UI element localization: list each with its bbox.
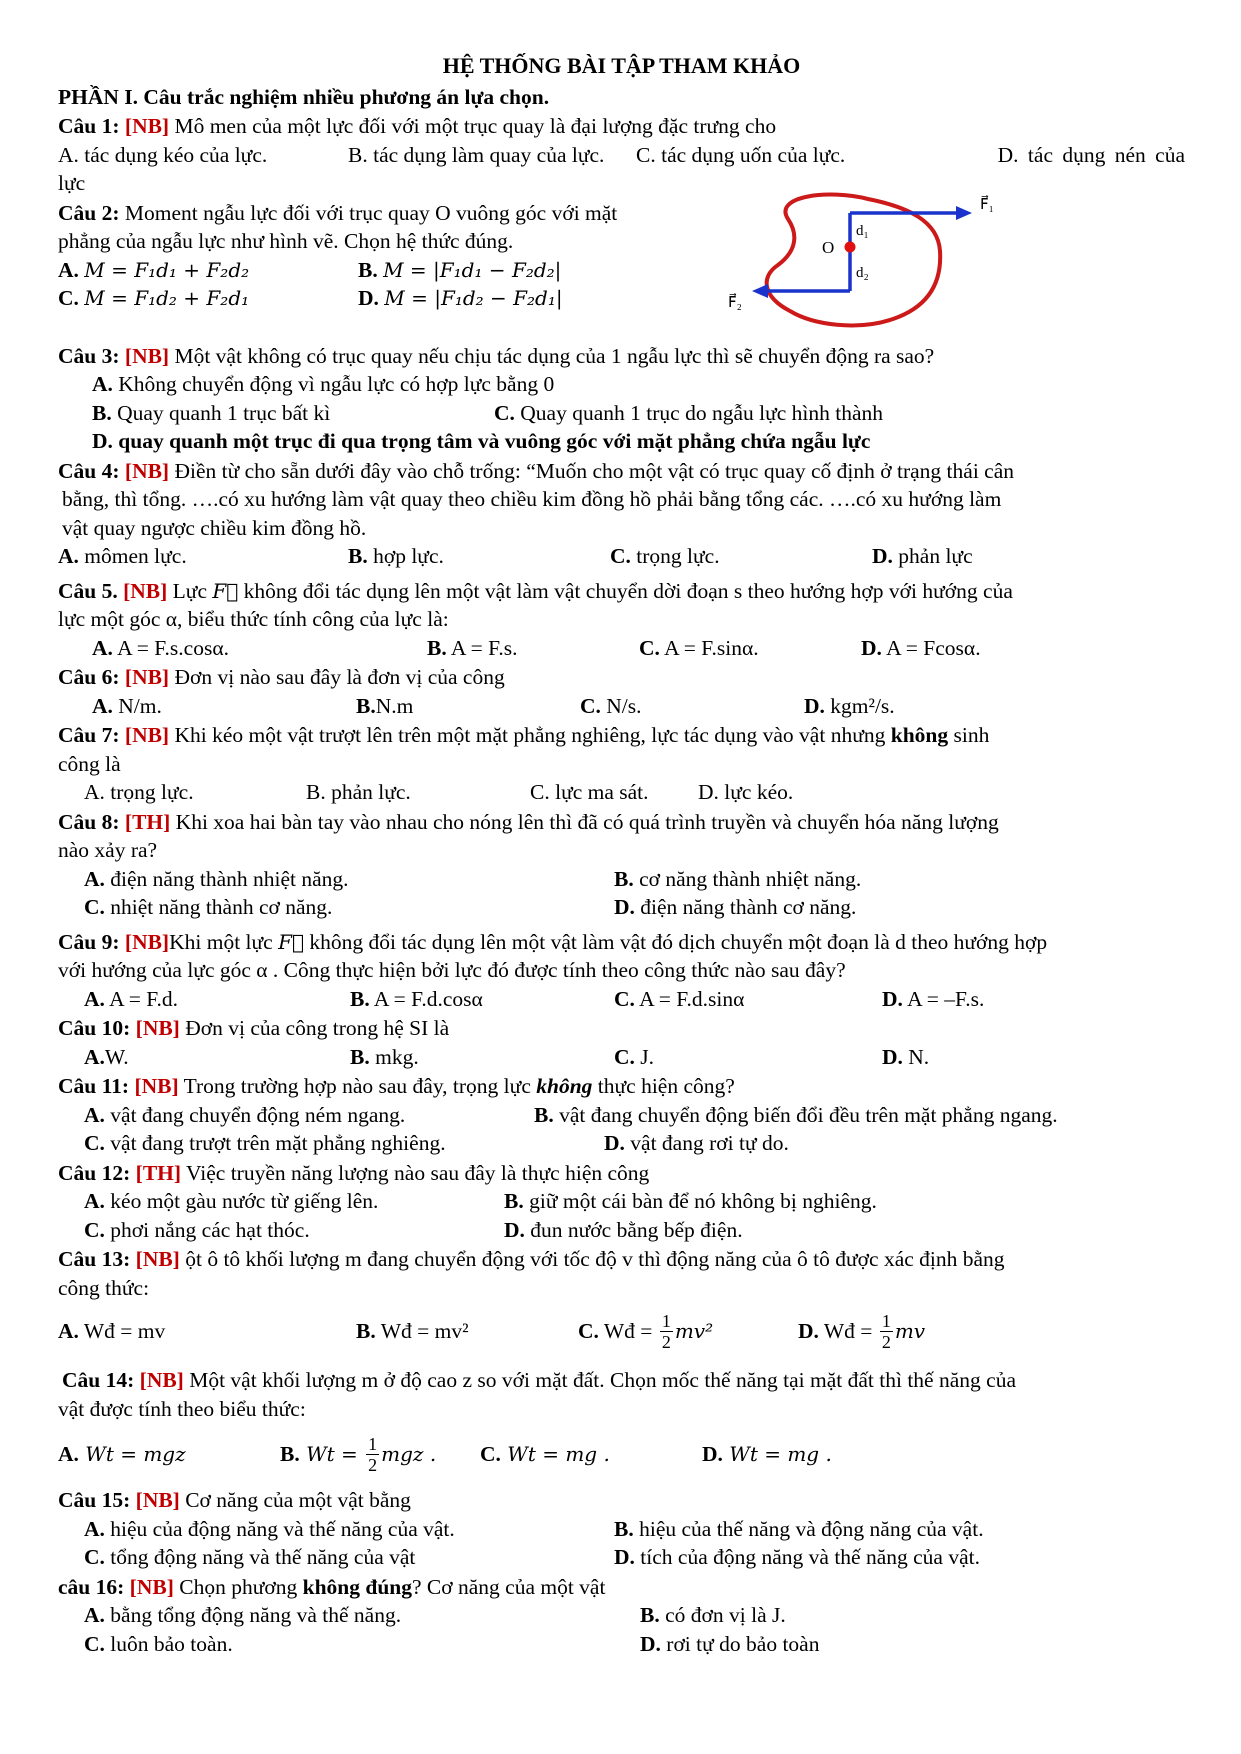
q7-A-text: A. trọng lực. xyxy=(84,780,194,804)
question-8 xyxy=(58,808,1185,922)
q8-D-l-text: D. xyxy=(614,895,635,919)
q10-B-text: mkg. xyxy=(369,1044,419,1069)
q13-C-pre-text: Wđ = xyxy=(598,1318,658,1343)
question-11 xyxy=(58,1072,1185,1158)
q1-A-text: A. tác dụng kéo của lực. xyxy=(58,142,268,167)
q10-A-text: W. xyxy=(104,1044,129,1069)
section-heading: PHẦN I. Câu trắc nghiệm nhiều phương án lựa chọn. xyxy=(58,84,550,109)
q8-C-l-text: C. xyxy=(84,895,105,919)
q4-label-text: Câu 4: xyxy=(58,458,120,483)
q12-B-text: giữ một cái bàn để nó không bị nghiêng. xyxy=(523,1189,877,1213)
q11-A-l-text: A. xyxy=(84,1102,105,1127)
q1-tag-text: [NB] xyxy=(124,114,170,138)
q16-D-l-text: D. xyxy=(640,1631,661,1656)
q2-fig-O-text: O xyxy=(822,237,835,257)
q16-D-text: rơi tự do bảo toàn xyxy=(660,1631,820,1656)
q7-B-text: B. phản lực. xyxy=(306,780,411,804)
q9-C-text: A = F.d.sinα xyxy=(634,986,745,1011)
q2-fig-F2-text: F⃗₂ xyxy=(728,294,742,311)
q15-label-text: Câu 15: xyxy=(58,1488,131,1512)
q13-D-post-text: mv xyxy=(894,1318,926,1343)
q13-C-post-text: mv² xyxy=(674,1318,714,1343)
q13-D-num-text: 1 xyxy=(881,1310,891,1331)
q16-text1a-text: Chọn phương xyxy=(173,1574,303,1599)
q3-B-text: Quay quanh 1 trục bất kì xyxy=(111,400,331,425)
q12-tag-text: [TH] xyxy=(135,1160,182,1185)
q10-text-text: Đơn vị của công trong hệ SI là xyxy=(179,1016,450,1040)
q2-fig-d2-text: d₂ xyxy=(856,264,869,281)
q8-B-text: cơ năng thành nhiệt năng. xyxy=(633,866,862,891)
q2-D-l-text: D. xyxy=(358,286,379,310)
q6-A-text: N/m. xyxy=(112,693,162,718)
q6-tag-text: [NB] xyxy=(124,665,170,689)
options xyxy=(58,141,1185,170)
q10-D-l-text: D. xyxy=(882,1044,903,1069)
q4-A-text: mômen lực. xyxy=(78,544,187,568)
q5-B-text: A = F.s. xyxy=(446,635,518,660)
q7-D-text: D. lực kéo. xyxy=(698,780,794,804)
q5-D-l-text: D. xyxy=(861,635,882,660)
q14-B-pre-text: Wt = xyxy=(299,1441,365,1466)
q3-A-text: Không chuyển động vì ngẫu lực có hợp lực bằng 0 xyxy=(112,372,555,396)
q11-label-text: Câu 11: xyxy=(58,1074,130,1098)
q3-label-text: Câu 3: xyxy=(58,343,120,368)
q13-D-pre-text: Wđ = xyxy=(818,1318,878,1343)
q16-label-text: câu 16: xyxy=(58,1574,125,1599)
question-14 xyxy=(58,1366,1185,1485)
q12-B-l-text: B. xyxy=(504,1189,524,1213)
q4-text1-text: Điền từ cho sẵn dưới đây vào chỗ trống: “Muốn cho một vật có trục quay cố định ở trạng thái cân xyxy=(169,458,1015,483)
question-7 xyxy=(58,721,1185,807)
question-10 xyxy=(58,1014,1185,1071)
q6-D-l-text: D. xyxy=(804,693,825,718)
q12-D-text: đun nước bằng bếp điện. xyxy=(524,1217,743,1242)
q5-B-l-text: B. xyxy=(427,635,447,660)
q8-text1-text: Khi xoa hai bàn tay vào nhau cho nóng lên thì đã có quá trình truyền và chuyển hóa năng lượng xyxy=(170,809,999,834)
question-4 xyxy=(58,457,1185,571)
q6-B-l-text: B. xyxy=(356,693,376,718)
q3-text-text: Một vật không có trục quay nếu chịu tác dụng của 1 ngẫu lực thì sẽ chuyển động ra sao? xyxy=(169,343,935,368)
q2-A-l-text: A. xyxy=(58,257,79,282)
question-12 xyxy=(58,1159,1185,1245)
question-13 xyxy=(58,1245,1185,1360)
question-6 xyxy=(58,663,1185,720)
pivot-point xyxy=(845,241,856,252)
q9-B-text: A = F.d.cosα xyxy=(369,986,483,1011)
q14-C-text: Wt = mg . xyxy=(500,1441,610,1466)
q10-B-l-text: B. xyxy=(350,1044,370,1069)
q13-text2-text: công thức: xyxy=(58,1275,150,1300)
q6-C-text: N/s. xyxy=(600,693,642,718)
q5-text2-text: lực một góc α, biểu thức tính công của lực là: xyxy=(58,607,449,631)
q4-text2-text: bằng, thì tổng. ….có xu hướng làm vật quay theo chiều kim đồng hồ phải bằng tổng các. ….có xu hướng làm xyxy=(62,487,1002,511)
q15-A-text: hiệu của động năng và thế năng của vật. xyxy=(104,1516,455,1541)
q1-B-text: B. tác dụng làm quay của lực. xyxy=(348,142,605,167)
q15-C-l-text: C. xyxy=(84,1545,105,1569)
q15-text-text: Cơ năng của một vật bằng xyxy=(179,1488,411,1512)
q2-label-text: Câu 2: xyxy=(58,200,120,225)
q5-A-l-text: A. xyxy=(92,635,113,660)
q14-B-post-text: mgz . xyxy=(381,1441,437,1466)
q7-text1b-text: sinh xyxy=(948,723,990,747)
q11-C-text: vật đang trượt trên mặt phẳng nghiêng. xyxy=(104,1131,446,1155)
q13-D-den-text: 2 xyxy=(881,1331,891,1352)
q9-C-l-text: C. xyxy=(614,986,635,1011)
q1-text-text: Mô men của một lực đối với một trục quay là đại lượng đặc trưng cho xyxy=(169,114,777,138)
q12-C-l-text: C. xyxy=(84,1217,105,1242)
question-9 xyxy=(58,928,1185,1014)
q2-B-text: M = |F₁d₁ − F₂d₂| xyxy=(383,257,562,282)
q10-tag-text: [NB] xyxy=(135,1016,180,1040)
question-2 xyxy=(58,196,1185,341)
q8-B-l-text: B. xyxy=(614,866,634,891)
q13-B-text: Wđ = mv² xyxy=(375,1318,469,1343)
q9-text1b-text: không đổi tác dụng lên một vật làm vật đó dịch chuyển một đoạn là d theo hướng hợp xyxy=(303,929,1048,954)
q3-tag-text: [NB] xyxy=(124,343,170,368)
q11-D-text: vật đang rơi tự do. xyxy=(624,1131,789,1155)
q3-C-l-text: C. xyxy=(494,400,515,425)
q8-D-text: điện năng thành cơ năng. xyxy=(634,895,857,919)
q2-C-l-text: C. xyxy=(58,286,79,310)
q2-text2-text: phẳng của ngẫu lực như hình vẽ. Chọn hệ thức đúng. xyxy=(58,229,514,253)
q9-tag-text: [NB] xyxy=(124,929,170,954)
q9-text2-text: với hướng của lực góc α . Công thực hiện bởi lực đó được tính theo công thức nào sau đây? xyxy=(58,958,846,982)
q6-A-l-text: A. xyxy=(92,693,113,718)
q15-B-text: hiệu của thế năng và động năng của vật. xyxy=(633,1516,984,1541)
q15-tag-text: [NB] xyxy=(135,1488,180,1512)
q11-C-l-text: C. xyxy=(84,1131,105,1155)
q4-C-l-text: C. xyxy=(610,544,631,568)
q4-B-l-text: B. xyxy=(348,544,368,568)
q16-A-l-text: A. xyxy=(84,1603,105,1627)
q13-C-den-text: 2 xyxy=(661,1331,671,1352)
q9-D-l-text: D. xyxy=(882,986,903,1011)
q8-text2-text: nào xảy ra? xyxy=(58,838,158,862)
q8-tag-text: [TH] xyxy=(124,809,171,834)
q13-text1-text: ột ô tô khối lượng m đang chuyển động với tốc độ v thì động năng của ô tô được xác định bằng xyxy=(179,1247,1005,1271)
q14-label-text: Câu 14: xyxy=(62,1368,135,1392)
q8-A-text: điện năng thành nhiệt năng. xyxy=(104,866,349,891)
q10-C-l-text: C. xyxy=(614,1044,635,1069)
q3-C-text: Quay quanh 1 trục do ngẫu lực hình thành xyxy=(514,400,884,425)
q7-text1a-text: Khi kéo một vật trượt lên trên một mặt phẳng nghiêng, lực tác dụng vào vật nhưng xyxy=(169,723,891,747)
q8-label-text: Câu 8: xyxy=(58,809,120,834)
q10-C-text: J. xyxy=(634,1044,655,1069)
q4-D-l-text: D. xyxy=(872,544,893,568)
q12-label-text: Câu 12: xyxy=(58,1160,131,1185)
q4-A-l-text: A. xyxy=(58,544,79,568)
q2-fig-F1-text: F⃗₁ xyxy=(980,196,994,213)
question-5 xyxy=(58,577,1185,663)
question-1 xyxy=(58,112,1185,198)
q5-C-text: A = F.sinα. xyxy=(659,635,759,660)
q2-C-text: M = F₁d₂ + F₂d₁ xyxy=(84,286,250,310)
q13-D-l-text: D. xyxy=(798,1318,819,1343)
q14-text1-text: Một vật khối lượng m ở độ cao z so với mặt đất. Chọn mốc thế năng tại mặt đất thì thế năng của xyxy=(183,1368,1016,1392)
q7-text2-text: công là xyxy=(58,751,121,776)
page-title: HỆ THỐNG BÀI TẬP THAM KHẢO xyxy=(442,53,801,78)
q8-A-l-text: A. xyxy=(84,866,105,891)
q3-D-text: D. quay quanh một trục đi qua trọng tâm và vuông góc với mặt phẳng chứa ngẫu lực xyxy=(92,429,871,453)
q10-A-l-text: A. xyxy=(84,1044,105,1069)
q2-fig-d1-text: d₁ xyxy=(856,222,869,239)
question-3 xyxy=(58,342,1185,456)
q15-D-text: tích của động năng và thế năng của vật. xyxy=(634,1545,980,1569)
q14-B-num-text: 1 xyxy=(368,1433,378,1454)
q12-D-l-text: D. xyxy=(504,1217,525,1242)
q5-text1b-text: không đổi tác dụng lên một vật làm vật chuyển dời đoạn s theo hướng hợp với hướng của xyxy=(238,578,1013,603)
q7-bold-text: không xyxy=(890,723,949,747)
q3-B-l-text: B. xyxy=(92,400,112,425)
q7-label-text: Câu 7: xyxy=(58,723,120,747)
q9-text1a-text: Khi một lực xyxy=(169,929,279,954)
q13-A-text: Wđ = mv xyxy=(78,1318,166,1343)
q16-B-l-text: B. xyxy=(640,1603,660,1627)
q10-D-text: N. xyxy=(902,1044,930,1069)
q14-B-den-text: 2 xyxy=(368,1454,378,1475)
q4-tag-text: [NB] xyxy=(124,458,170,483)
q16-C-l-text: C. xyxy=(84,1631,105,1656)
q6-B-text: N.m xyxy=(375,693,414,718)
q9-vec-text: F⃗ xyxy=(278,929,304,954)
q14-B-l-text: B. xyxy=(280,1441,300,1466)
q11-D-l-text: D. xyxy=(604,1131,625,1155)
q14-C-l-text: C. xyxy=(480,1441,501,1466)
q16-text1b-text: ? Cơ năng của một vật xyxy=(411,1574,606,1599)
q12-text-text: Việc truyền năng lượng nào sau đây là thực hiện công xyxy=(181,1160,650,1185)
q1-D2-text: lực xyxy=(58,171,86,195)
q12-A-text: kéo một gàu nước từ giếng lên. xyxy=(104,1189,379,1213)
q13-B-l-text: B. xyxy=(356,1318,376,1343)
q4-text3-text: vật quay ngược chiều kim đồng hồ. xyxy=(62,515,367,540)
q6-D-text: kgm²/s. xyxy=(824,693,895,718)
q11-B-l-text: B. xyxy=(534,1102,554,1127)
q11-B-text: vật đang chuyển động biến đổi đều trên mặt phẳng ngang. xyxy=(553,1102,1058,1127)
q4-D-text: phản lực xyxy=(892,544,973,568)
q5-label-text: Câu 5. xyxy=(58,578,118,603)
q16-C-text: luôn bảo toàn. xyxy=(104,1631,233,1656)
q15-D-l-text: D. xyxy=(614,1545,635,1569)
q9-B-l-text: B. xyxy=(350,986,370,1011)
q13-C-num-text: 1 xyxy=(661,1310,671,1331)
q5-vec-text: F⃗ xyxy=(212,578,239,603)
q11-text1a-text: Trong trường hợp nào sau đây, trọng lực xyxy=(178,1074,537,1098)
q5-D-text: A = Fcosα. xyxy=(881,635,981,660)
q8-C-text: nhiệt năng thành cơ năng. xyxy=(104,895,333,919)
q2-D-text: M = |F₁d₂ − F₂d₁| xyxy=(384,286,563,310)
q9-A-text: A = F.d. xyxy=(104,986,179,1011)
q1-label-text: Câu 1: xyxy=(58,114,120,138)
q1-D-text: D. tác dụng nén của xyxy=(997,142,1185,167)
q11-text1b-text: thực hiện công? xyxy=(592,1074,735,1098)
q4-C-text: trọng lực. xyxy=(630,544,720,568)
q9-A-l-text: A. xyxy=(84,986,105,1011)
q11-bi-text: không xyxy=(536,1074,593,1098)
q5-text1a-text: Lực xyxy=(167,578,213,603)
q14-A-text: Wt = mgz xyxy=(78,1441,186,1466)
couple-force-diagram xyxy=(718,191,1118,341)
q5-C-l-text: C. xyxy=(639,635,660,660)
q16-B-text: có đơn vị là J. xyxy=(659,1603,786,1627)
q7-tag-text: [NB] xyxy=(124,723,170,747)
q2-A-text: M = F₁d₁ + F₂d₂ xyxy=(84,257,250,282)
q15-B-l-text: B. xyxy=(614,1516,634,1541)
q13-A-l-text: A. xyxy=(58,1318,79,1343)
q16-bold-text: không đúng xyxy=(302,1574,412,1599)
q13-C-l-text: C. xyxy=(578,1318,599,1343)
q9-D-text: A = –F.s. xyxy=(902,986,985,1011)
q5-tag-text: [NB] xyxy=(123,578,168,603)
q12-C-text: phơi nắng các hạt thóc. xyxy=(104,1217,310,1242)
q14-tag-text: [NB] xyxy=(139,1368,184,1392)
q13-label-text: Câu 13: xyxy=(58,1247,131,1271)
q14-D-l-text: D. xyxy=(702,1441,723,1466)
q16-A-text: bằng tổng động năng và thế năng. xyxy=(104,1603,402,1627)
q4-B-text: hợp lực. xyxy=(367,544,444,568)
q2-B-l-text: B. xyxy=(358,257,378,282)
q11-A-text: vật đang chuyển động ném ngang. xyxy=(104,1102,406,1127)
q11-tag-text: [NB] xyxy=(134,1074,179,1098)
q1-C-text: C. tác dụng uốn của lực. xyxy=(636,142,846,167)
q3-A-l-text: A. xyxy=(92,372,113,396)
question-16 xyxy=(58,1573,1185,1659)
q15-C-text: tổng động năng và thế năng của vật xyxy=(104,1545,416,1569)
q5-A-text: A = F.s.cosα. xyxy=(112,635,229,660)
question-15 xyxy=(58,1486,1185,1572)
q9-label-text: Câu 9: xyxy=(58,929,120,954)
q14-A-l-text: A. xyxy=(58,1441,79,1466)
q6-text-text: Đơn vị nào sau đây là đơn vị của công xyxy=(169,665,505,689)
q13-tag-text: [NB] xyxy=(135,1247,180,1271)
q6-label-text: Câu 6: xyxy=(58,665,120,689)
q7-C-text: C. lực ma sát. xyxy=(530,780,649,804)
q6-C-l-text: C. xyxy=(580,693,601,718)
q14-D-text: Wt = mg . xyxy=(722,1441,832,1466)
q16-tag-text: [NB] xyxy=(129,1574,174,1599)
q10-label-text: Câu 10: xyxy=(58,1016,131,1040)
options xyxy=(58,256,618,285)
q12-A-l-text: A. xyxy=(84,1189,105,1213)
q2-text1-text: Moment ngẫu lực đối với trục quay O vuông góc với mặt xyxy=(119,200,618,225)
q14-text2-text: vật được tính theo biểu thức: xyxy=(58,1396,306,1421)
q15-A-l-text: A. xyxy=(84,1516,105,1541)
